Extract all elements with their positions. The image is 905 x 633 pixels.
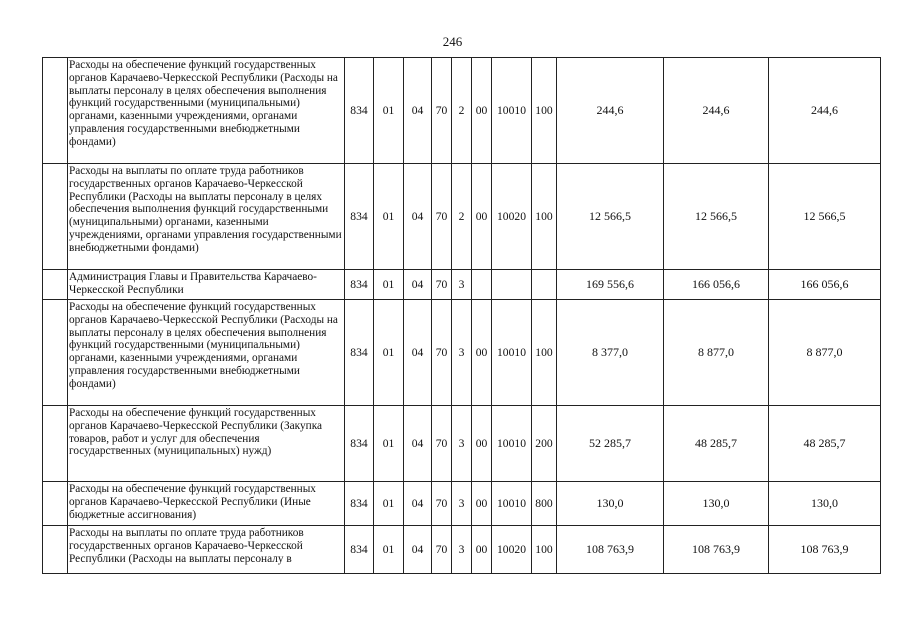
subprogram-code-cell: 3 — [452, 406, 472, 482]
description-cell: Расходы на выплаты по оплате труда работников государственных органов Карачаево-Черкесской Республики (Расходы на выплаты персоналу в целях обеспечения выполнения функций государственными (муниципальными) органами, казенными учреждениями, органами управления государственными внебюджетными фондами) — [68, 164, 345, 270]
subsection-code-cell: 04 — [404, 164, 432, 270]
section-code-cell: 01 — [374, 482, 404, 526]
description-cell: Администрация Главы и Правительства Карачаево-Черкесской Республики — [68, 270, 345, 300]
expense-type-cell: 100 — [532, 300, 557, 406]
program-code-cell: 70 — [432, 300, 452, 406]
program-code-cell: 70 — [432, 482, 452, 526]
expense-type-cell: 100 — [532, 58, 557, 164]
amount-year-3-cell: 244,6 — [769, 58, 881, 164]
amount-year-3-cell: 166 056,6 — [769, 270, 881, 300]
direction-code-cell: 10010 — [492, 482, 532, 526]
section-code-cell: 01 — [374, 164, 404, 270]
group-code-cell: 00 — [472, 58, 492, 164]
description-cell: Расходы на обеспечение функций государственных органов Карачаево-Черкесской Республики (Расходы на выплаты персоналу в целях обеспечения выполнения функций государственными (муниципальными) органами, казенными учреждениями, органами управления государственными внебюджетными фондами) — [68, 300, 345, 406]
amount-year-3-cell: 108 763,9 — [769, 526, 881, 574]
table-row — [43, 270, 881, 300]
amount-year-1-cell: 244,6 — [557, 58, 664, 164]
budget-table — [42, 57, 881, 574]
expense-type-cell: 100 — [532, 164, 557, 270]
amount-year-2-cell: 166 056,6 — [664, 270, 769, 300]
subprogram-code-cell: 2 — [452, 58, 472, 164]
subsection-code-cell: 04 — [404, 482, 432, 526]
row-marker-cell — [43, 482, 68, 526]
section-code-cell: 01 — [374, 270, 404, 300]
row-marker-cell — [43, 300, 68, 406]
amount-year-1-cell: 52 285,7 — [557, 406, 664, 482]
row-marker-cell — [43, 164, 68, 270]
ministry-code-cell: 834 — [345, 526, 374, 574]
row-marker-cell — [43, 270, 68, 300]
direction-code-cell: 10020 — [492, 164, 532, 270]
direction-code-cell: 10020 — [492, 526, 532, 574]
page-number: 246 — [442, 34, 463, 49]
amount-year-3-cell: 48 285,7 — [769, 406, 881, 482]
group-code-cell — [472, 270, 492, 300]
amount-year-1-cell: 108 763,9 — [557, 526, 664, 574]
group-code-cell: 00 — [472, 164, 492, 270]
subprogram-code-cell: 2 — [452, 164, 472, 270]
subsection-code-cell: 04 — [404, 270, 432, 300]
table-row — [43, 406, 881, 482]
section-code-cell: 01 — [374, 58, 404, 164]
program-code-cell: 70 — [432, 164, 452, 270]
expense-type-cell: 100 — [532, 526, 557, 574]
group-code-cell: 00 — [472, 482, 492, 526]
table-row — [43, 482, 881, 526]
program-code-cell: 70 — [432, 270, 452, 300]
ministry-code-cell: 834 — [345, 406, 374, 482]
section-code-cell: 01 — [374, 526, 404, 574]
expense-type-cell: 800 — [532, 482, 557, 526]
ministry-code-cell: 834 — [345, 270, 374, 300]
ministry-code-cell: 834 — [345, 482, 374, 526]
expense-type-cell — [532, 270, 557, 300]
direction-code-cell: 10010 — [492, 406, 532, 482]
expense-type-cell: 200 — [532, 406, 557, 482]
description-cell: Расходы на обеспечение функций государственных органов Карачаево-Черкесской Республики (Закупка товаров, работ и услуг для обеспечения государственных (муниципальных) нужд) — [68, 406, 345, 482]
amount-year-3-cell: 130,0 — [769, 482, 881, 526]
table-row — [43, 164, 881, 270]
row-marker-cell — [43, 526, 68, 574]
subsection-code-cell: 04 — [404, 58, 432, 164]
row-marker-cell — [43, 406, 68, 482]
subprogram-code-cell: 3 — [452, 300, 472, 406]
ministry-code-cell: 834 — [345, 58, 374, 164]
description-cell: Расходы на выплаты по оплате труда работников государственных органов Карачаево-Черкесской Республики (Расходы на выплаты персоналу в — [68, 526, 345, 574]
table-row — [43, 526, 881, 574]
section-code-cell: 01 — [374, 300, 404, 406]
subsection-code-cell: 04 — [404, 526, 432, 574]
direction-code-cell: 10010 — [492, 300, 532, 406]
program-code-cell: 70 — [432, 58, 452, 164]
program-code-cell: 70 — [432, 526, 452, 574]
row-marker-cell — [43, 58, 68, 164]
ministry-code-cell: 834 — [345, 164, 374, 270]
table-row — [43, 58, 881, 164]
program-code-cell: 70 — [432, 406, 452, 482]
group-code-cell: 00 — [472, 406, 492, 482]
subsection-code-cell: 04 — [404, 300, 432, 406]
subprogram-code-cell: 3 — [452, 482, 472, 526]
amount-year-1-cell: 12 566,5 — [557, 164, 664, 270]
amount-year-1-cell: 130,0 — [557, 482, 664, 526]
amount-year-2-cell: 8 877,0 — [664, 300, 769, 406]
table-row — [43, 300, 881, 406]
amount-year-2-cell: 48 285,7 — [664, 406, 769, 482]
amount-year-1-cell: 8 377,0 — [557, 300, 664, 406]
ministry-code-cell: 834 — [345, 300, 374, 406]
amount-year-3-cell: 12 566,5 — [769, 164, 881, 270]
direction-code-cell — [492, 270, 532, 300]
description-cell: Расходы на обеспечение функций государственных органов Карачаево-Черкесской Республики (Иные бюджетные ассигнования) — [68, 482, 345, 526]
section-code-cell: 01 — [374, 406, 404, 482]
amount-year-2-cell: 108 763,9 — [664, 526, 769, 574]
subsection-code-cell: 04 — [404, 406, 432, 482]
amount-year-3-cell: 8 877,0 — [769, 300, 881, 406]
description-cell: Расходы на обеспечение функций государственных органов Карачаево-Черкесской Республики (Расходы на выплаты персоналу в целях обеспечения выполнения функций государственными (муниципальными) органами, казенными учреждениями, органами управления государственными внебюджетными фондами) — [68, 58, 345, 164]
group-code-cell: 00 — [472, 300, 492, 406]
subprogram-code-cell: 3 — [452, 270, 472, 300]
amount-year-2-cell: 130,0 — [664, 482, 769, 526]
amount-year-1-cell: 169 556,6 — [557, 270, 664, 300]
direction-code-cell: 10010 — [492, 58, 532, 164]
amount-year-2-cell: 12 566,5 — [664, 164, 769, 270]
subprogram-code-cell: 3 — [452, 526, 472, 574]
group-code-cell: 00 — [472, 526, 492, 574]
amount-year-2-cell: 244,6 — [664, 58, 769, 164]
